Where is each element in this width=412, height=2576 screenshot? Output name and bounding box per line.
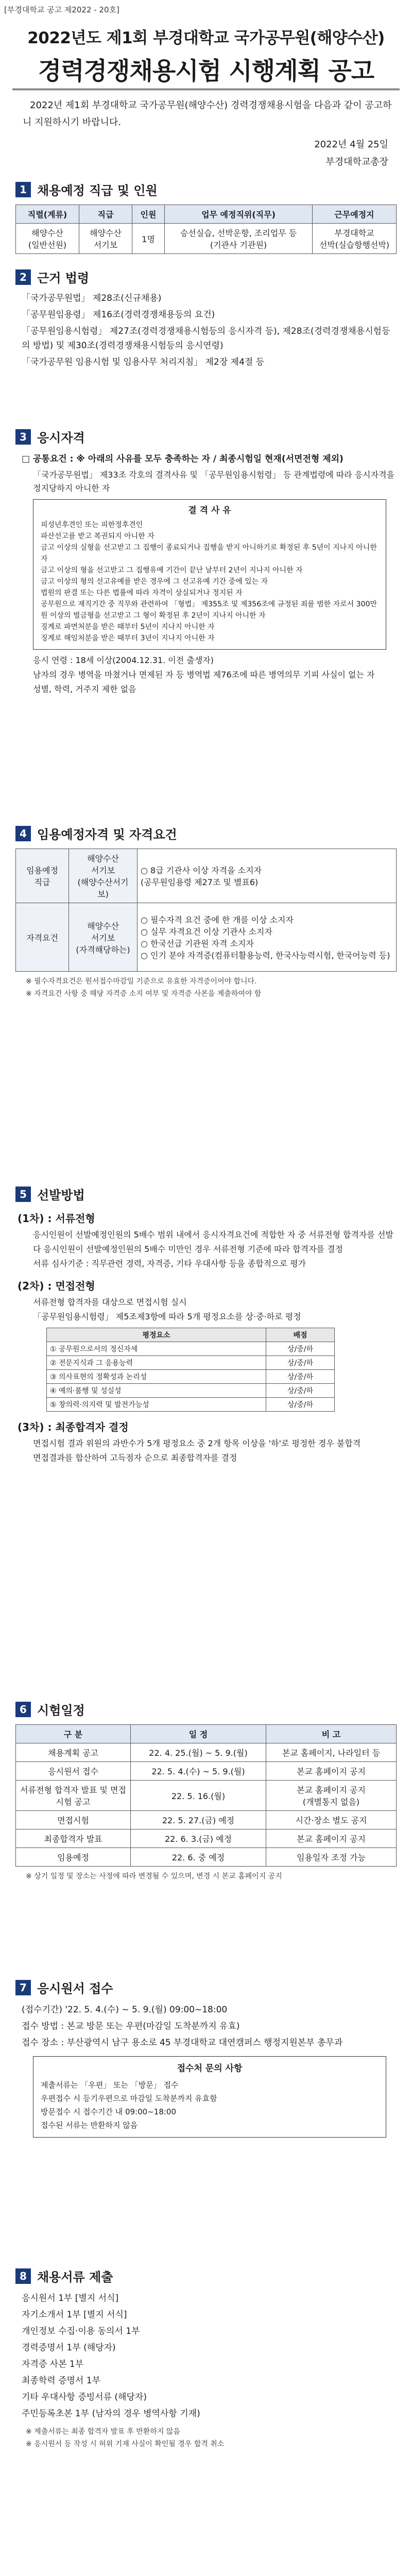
list-item: 응시인원이 선발예정인원의 5배수 범위 내에서 응시자격요건에 적합한 자 중 서류전형 합격자를 선발 [33,1230,393,1240]
list-item: 징계로 해임처분을 받은 때부터 3년이 지나지 아니한 자 [41,634,215,642]
cell: 면접시험 [16,1811,131,1829]
list-item: 「공무원임용시험령」 제5조제3항에 따라 5개 평정요소를 상·중·하로 평정 [33,1312,301,1321]
section-title: 시험일정 [37,1703,85,1718]
doc-number: [부경대학교 공고 제2022 - 20호] [4,5,119,14]
schedule-table [15,1724,397,1867]
title-block [0,25,412,87]
note: ※ 응시원서 등 작성 시 허위 기재 사실이 확인될 경우 합격 취소 [26,2440,225,2448]
section-number: 1 [15,182,31,197]
section-documents [15,2267,397,2451]
list-item: 남자의 경우 병역을 마쳤거나 면제된 자 등 병역법 제76조에 따른 병역의무 기피 사실이 없는 자 [33,670,375,680]
list-item: 파산선고를 받고 복권되지 아니한 자 [41,532,154,540]
cell: 22. 5. 16.(월) [131,1781,266,1811]
title-divider [12,89,400,90]
disqualification-box [33,499,386,650]
table-header-row [47,1328,335,1342]
section-title: 선발방법 [37,1188,85,1202]
notice-issuer: 부경대학교총장 [325,157,388,167]
cell: 상/중/하 [266,1342,335,1356]
list-item: 「공무원임용시험령」 제27조(경력경쟁채용시험등의 응시자격 등), 제28조(경력경쟁채용시험등의 방법) 및 제30조(경력경쟁채용시험등의 응시연령) [22,326,390,351]
cell: 채용계획 공고 [16,1743,131,1762]
section-title: 임용예정자격 및 자격요건 [37,827,177,842]
list-item: 공무원으로 재직기간 중 직무와 관련하여 「형법」 제355조 및 제356조에 규정된 죄를 범한 자로서 300만원 이상의 벌금형을 선고받고 그 형이 확정된 후 2년이 지나지 아니한 자 [41,600,377,620]
cell: 상/중/하 [266,1370,335,1384]
application-box [33,2056,386,2138]
cell: 상/중/하 [266,1398,335,1412]
list-item: 서류 심사기준 : 직무관련 경력, 자격증, 기타 우대사항 등을 종합적으로 평가 [33,1259,306,1268]
table-row [16,1743,397,1762]
section-title: 근거 법령 [37,271,90,285]
cell: ④ 예의·품행 및 성실성 [47,1384,266,1398]
cell: 해양수산 서기보 (해양수산서기보) [69,849,138,903]
table-row [16,903,397,972]
cell: ○ 8급 기관사 이상 자격을 소지자 (공무원임용령 제27조 및 별표6) [138,849,397,903]
list-item: 「국가공무원법」 제33조 각호의 결격사유 및 「공무원임용시험령」 등 관계법령에 따라 응시자격을 정지당하지 아니한 자 [33,470,395,493]
cell: 22. 6. 3.(금) 예정 [131,1829,266,1848]
note: ※ 자격요건 사항 중 해당 자격증 소지 여부 및 자격증 사본을 제출하여야 함 [26,990,262,998]
requirements-table [15,849,397,972]
section-heading [15,428,397,446]
positions-table [15,205,397,254]
list-item: 주민등록초본 1부 (남자의 경우 병역사항 기재) [22,2409,200,2419]
list-item: 금고 이상의 형을 선고받고 그 집행유예 기간이 끝난 날부터 2년이 지나지 아니한 자 [41,566,303,574]
list-item: 서류전형 합격자를 대상으로 면접시험 실시 [33,1297,187,1307]
table-row [16,1762,397,1781]
list-item: 제출서류는 「우편」 또는 「방문」 접수 [41,2080,179,2090]
section-heading [15,2267,397,2285]
cell: 상/중/하 [266,1384,335,1398]
list-item: 면접시험 결과 위원의 과반수가 5개 평정요소 중 2개 항목 이상을 '하'로 평정한 경우 불합격 [33,1438,361,1448]
table-row [16,849,397,903]
box-title: 접수처 문의 사항 [177,2063,243,2074]
list-item: 법원의 판결 또는 다른 법률에 따라 자격이 상실되거나 정지된 자 [41,589,243,597]
note: ※ 상기 일정 및 장소는 사정에 따라 변경될 수 있으며, 변경 시 본교 홈페이지 공지 [26,1872,282,1880]
section-requirements [15,824,397,1001]
list-item: 자격증 사본 1부 [22,2359,84,2369]
list-item: 개인정보 수집·이용 동의서 1부 [22,2326,140,2336]
cell: 본교 홈페이지 공지 [266,1829,397,1848]
box-title: 결 격 사 유 [188,505,231,516]
cell: 22. 5. 27.(금) 예정 [131,1811,266,1829]
notice-date: 2022년 4월 25일 [314,139,388,150]
list-item: 금고 이상의 형의 선고유예를 받은 경우에 그 선고유예 기간 중에 있는 자 [41,578,268,586]
list-item: 자기소개서 1부 [별지 서식] [22,2310,127,2320]
cell: ③ 의사표현의 정확성과 논리성 [47,1370,266,1384]
cell: 본교 홈페이지, 나라일터 등 [266,1743,397,1762]
col-header: 직급 [79,205,132,224]
cell: 해양수산 서기보 (자격해당하는) [69,903,138,972]
cell: 자격요건 [16,903,69,972]
list-item: 금고 이상의 실형을 선고받고 그 집행이 종료되거나 집행을 받지 아니하기로 확정된 후 5년이 지나지 아니한 자 [41,544,377,563]
col-header: 구 분 [16,1725,131,1743]
table-row [16,1781,397,1811]
section-title: 응시자격 [37,431,85,445]
table-row [16,1829,397,1848]
col-header: 근무예정지 [313,205,397,224]
interview-criteria-table [46,1328,335,1412]
intro-text: 2022년 제1회 부경대학교 국가공무원(해양수산) 경력경쟁채용시험을 다음과 같이 공고하니 지원하시기 바랍니다. [23,100,392,128]
list-item: 응시 연령 : 18세 이상(2004.12.31. 이전 출생자) [33,655,214,665]
section-number: 3 [15,429,31,445]
cell: ⑤ 창의력·의지력 및 발전가능성 [47,1398,266,1412]
table-header-row [16,1725,397,1743]
cell: 임용예정 [16,1848,131,1867]
list-item: 방문접수 시 접수기간 내 09:00~18:00 [41,2107,176,2116]
cell: ○ 필수자격 요건 중에 한 개를 이상 소지자 ○ 실무 자격요건 이상 기관사 소지자 ○ 한국선급 기관원 자격 소지자 ○ 인기 분야 자격증(컴퓨터활용능력, 한국사능력시험, 한국어능력 등) [138,903,397,972]
table-row [47,1342,335,1356]
list-item: 접수 장소 : 부산광역시 남구 용소로 45 부경대학교 대연캠퍼스 행정지원본부 총무과 [22,2038,343,2048]
section-number: 7 [15,1980,31,1995]
section-number: 4 [15,826,31,841]
section-number: 6 [15,1702,31,1717]
cell: 해양수산 (일반선원) [16,224,79,254]
section-title: 응시원서 접수 [37,1981,113,1996]
table-header-row [16,205,397,224]
list-item: 성별, 학력, 거주지 제한 없음 [33,684,136,694]
section-number: 5 [15,1187,31,1202]
list-item: 우편접수 시 등기우편으로 마감일 도착분까지 유효함 [41,2094,217,2103]
cell: 22. 6. 중 예정 [131,1848,266,1867]
cell: 22. 5. 4.(수) ~ 5. 9.(월) [131,1762,266,1781]
title-line1: 2022년도 제1회 부경대학교 국가공무원(해양수산) [27,29,385,47]
col-header: 배점 [266,1328,335,1342]
col-header: 직렬(계류) [16,205,79,224]
list-item: 응시원서 1부 [별지 서식] [22,2293,119,2303]
col-header: 일 정 [131,1725,266,1743]
section-selection [15,1185,397,1466]
list-item: (접수기간) '22. 5. 4.(수) ~ 5. 9.(월) 09:00~18:00 [22,2005,228,2015]
list-item: 「국가공무원법」 제28조(신규채용) [22,293,162,303]
list-item: 징계로 파면처분을 받은 때부터 5년이 지나지 아니한 자 [41,623,215,631]
section-heading [15,1185,397,1203]
section-qualification [15,428,397,697]
table-row [16,1848,397,1867]
cell: 서류전형 합격자 발표 및 면접시험 공고 [16,1781,131,1811]
list-item: 면접결과를 합산하여 고득점자 순으로 최종합격자를 결정 [33,1453,237,1463]
list-item: 피성년후견인 또는 피한정후견인 [41,521,143,529]
cell: 본교 홈페이지 공지 [266,1762,397,1781]
section-heading [15,1700,397,1718]
list-item: 경력증명서 1부 (해당자) [22,2343,116,2353]
list-item: 접수된 서류는 반환하지 않음 [41,2121,138,2130]
section-number: 2 [15,269,31,285]
note: ※ 제출서류는 최종 합격자 발표 후 반환하지 않음 [26,2428,180,2436]
section-positions [15,180,397,254]
table-row [47,1356,335,1370]
cell: 임용일자 조정 가능 [266,1848,397,1867]
list-item: 기타 우대사항 증빙서류 (해당자) [22,2392,147,2402]
cell: ① 공무원으로서의 정신자세 [47,1342,266,1356]
list-item: 다 응시인원이 선발예정인원의 5배수 미만인 경우 서류전형 기준에 따라 합격자를 결정 [33,1244,343,1254]
section-heading [15,180,397,198]
cell: 본교 홈페이지 공지 (개별통지 없음) [266,1781,397,1811]
table-row [47,1398,335,1412]
cell: 상/중/하 [266,1356,335,1370]
section-title: 채용서류 제출 [37,2270,113,2284]
sub-heading: (3차) : 최종합격자 결정 [18,1421,129,1433]
list-item: 접수 방법 : 본교 방문 또는 우편(마감일 도착분까지 유효) [22,2021,240,2031]
list-item: 최종학력 증명서 1부 [22,2376,100,2386]
section-heading [15,1978,397,1996]
section-legal-basis [15,268,397,371]
table-row [47,1384,335,1398]
cell: 1명 [132,224,165,254]
col-header: 인원 [132,205,165,224]
section-title: 채용예정 직급 및 인원 [37,183,158,198]
cell: 해양수산 서기보 [79,224,132,254]
section-number: 8 [15,2268,31,2284]
title-line2: 경력경쟁채용시험 시행계획 공고 [38,57,374,86]
col-header: 비 고 [266,1725,397,1743]
col-header: 업무 예정직위(직무) [165,205,313,224]
table-row [16,1811,397,1829]
qualification-intro: □ 공통요건 : ※ 아래의 사유를 모두 충족하는 자 / 최종시험일 현재(서면전형 제외) [22,454,344,464]
cell: 시간·장소 별도 공지 [266,1811,397,1829]
list-item: 「공무원임용령」 제16조(경력경쟁채용등의 요건) [22,310,215,320]
cell: 임용예정 직급 [16,849,69,903]
cell: ② 전문지식과 그 응용능력 [47,1356,266,1370]
table-row [16,224,397,254]
sub-heading: (1차) : 서류전형 [18,1212,95,1225]
cell: 22. 4. 25.(월) ~ 5. 9.(월) [131,1743,266,1762]
sub-heading: (2차) : 면접전형 [18,1280,95,1292]
section-heading [15,824,397,842]
section-application [15,1978,397,2138]
cell: 승선실습, 선박운항, 조리업무 등 (기관사 기관원) [165,224,313,254]
list-item: 「국가공무원 임용시험 및 임용사무 처리지침」 제2장 제4절 등 [22,357,265,367]
note: ※ 필수자격요건은 원서접수마감일 기준으로 유효한 자격증이어야 합니다. [26,977,257,986]
table-row [47,1370,335,1384]
notice-date-block [314,136,388,171]
col-header: 평정요소 [47,1328,266,1342]
cell: 부경대학교 선박(실습항행선박) [313,224,397,254]
cell: 최종합격자 발표 [16,1829,131,1848]
section-heading [15,268,397,286]
cell: 응시원서 접수 [16,1762,131,1781]
section-schedule [15,1700,397,1883]
